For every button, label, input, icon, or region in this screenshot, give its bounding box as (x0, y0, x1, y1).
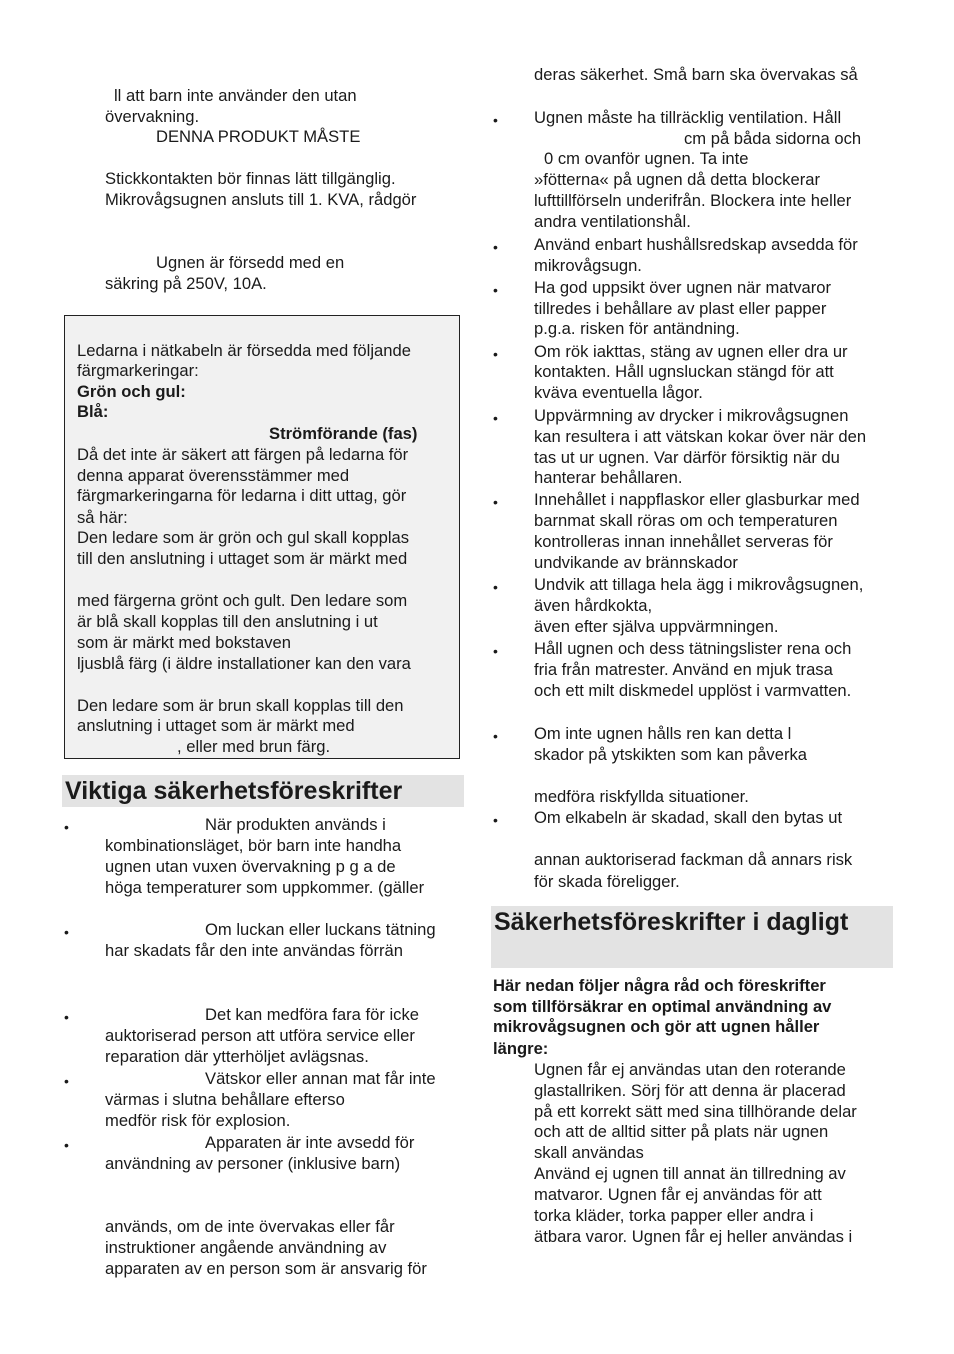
text-line: har skadats får den inte användas förrän (105, 941, 403, 960)
text-line: »fötterna« på ugnen då detta blockerar (534, 170, 820, 189)
bullet: • (493, 346, 498, 362)
box-line: , eller med brun färg. (177, 737, 331, 756)
box-line: till den anslutning i uttaget som är märkt med (77, 549, 408, 568)
text-line: Innehållet i nappflaskor eller glasburkar med (534, 490, 860, 509)
bullet: • (64, 819, 69, 835)
text-line: och ett milt diskmedel upplöst i varmvatten. (534, 681, 852, 700)
text-line: andra ventilationshål. (534, 212, 691, 231)
text-line: ugnen utan vuxen övervakning p g a de (105, 857, 396, 876)
section-heading-safety: Viktiga säkerhetsföreskrifter (65, 777, 403, 805)
bullet: • (493, 579, 498, 595)
text-line: Ugnen får ej användas utan den roterande (534, 1060, 846, 1079)
text-line: höga temperaturer som uppkommer. (gäller (105, 878, 425, 897)
text-line: När produkten används i (205, 815, 386, 834)
text-line: mikrovågsugn. (534, 256, 642, 275)
text-line: medföra riskfyllda situationer. (534, 787, 749, 806)
text-line: medför risk för explosion. (105, 1111, 291, 1130)
text-line: instruktioner angående användning av (105, 1238, 387, 1257)
text-line: även hårdkokta, (534, 596, 653, 615)
text-line: ll att barn inte använder den utan (114, 86, 357, 105)
box-line: Ledarna i nätkabeln är försedda med följande (77, 341, 411, 360)
text-line: Ugnen är försedd med en (156, 253, 345, 272)
box-line: färgmarkeringar: (77, 361, 199, 380)
text-line: torka kläder, torka papper eller andra i (534, 1206, 814, 1225)
box-label-live: Strömförande (fas) (269, 424, 418, 443)
text-line: användning av personer (inklusive barn) (105, 1154, 401, 1173)
box-line: Den ledare som är grön och gul skall kopplas (77, 528, 410, 547)
bullet: • (64, 1009, 69, 1025)
text-line: för skada föreligger. (534, 872, 680, 891)
box-line: ljusblå färg (i äldre installationer kan den vara (77, 654, 411, 673)
text-line: Uppvärmning av drycker i mikrovågsugnen (534, 406, 849, 425)
text-line: barnmat skall röras om och temperaturen (534, 511, 838, 530)
box-line: är blå skall kopplas till den anslutning i ut (77, 612, 378, 631)
intro-line: mikrovågsugnen och gör att ugnen håller (493, 1017, 820, 1036)
box-line: Då det inte är säkert att färgen på ledarna för (77, 445, 409, 464)
text-line: undvikande av brännskador (534, 553, 738, 572)
bullet: • (64, 924, 69, 940)
text-line: övervakning. (105, 107, 200, 126)
text-line: reparation där ytterhöljet avlägsnas. (105, 1047, 369, 1066)
bullet: • (493, 494, 498, 510)
box-line: som är märkt med bokstaven (77, 633, 291, 652)
bullet: • (493, 643, 498, 659)
text-line: lufttillförseln underifrån. Blockera inte heller (534, 191, 852, 210)
text-line: kontakten. Håll ugnsluckan stängd för att (534, 362, 834, 381)
text-line: deras säkerhet. Små barn ska övervakas så (534, 65, 858, 84)
bullet: • (64, 1073, 69, 1089)
bullet: • (493, 728, 498, 744)
text-line: ätbara varor. Ugnen får ej heller användas i (534, 1227, 853, 1246)
box-label-blue: Blå: (77, 402, 109, 421)
text-line: skall användas (534, 1143, 644, 1162)
box-label-green-yellow: Grön och gul: (77, 382, 186, 401)
bullet: • (493, 112, 498, 128)
box-line: färgmarkeringarna för ledarna i ditt uttag, gör (77, 486, 407, 505)
text-line: annan auktoriserad fackman då annars risk (534, 850, 853, 869)
text-line: 0 cm ovanför ugnen. Ta inte (544, 149, 749, 168)
text-line: även efter själva uppvärmningen. (534, 617, 779, 636)
text-line: värmas i slutna behållare efterso (105, 1090, 345, 1109)
intro-line: längre: (493, 1039, 549, 1058)
text-line: cm på båda sidorna och (684, 129, 862, 148)
text-line: Om rök iakttas, stäng av ugnen eller dra ur (534, 342, 848, 361)
text-line: apparaten av en person som är ansvarig för (105, 1259, 427, 1278)
intro-line: Här nedan följer några råd och föreskrifter (493, 976, 826, 995)
box-line: anslutning i uttaget som är märkt med (77, 716, 355, 735)
text-line: tas ut ur ugnen. Var därför försiktig när du (534, 448, 840, 467)
bullet: • (493, 282, 498, 298)
text-line: fria från matrester. Använd en mjuk trasa (534, 660, 833, 679)
text-line: Stickkontakten bör finnas lätt tillgänglig. (105, 169, 396, 188)
text-line: säkring på 250V, 10A. (105, 274, 267, 293)
text-line: Håll ugnen och dess tätningslister rena och (534, 639, 852, 658)
text-line: Om luckan eller luckans tätning (205, 920, 436, 939)
text-line: Apparaten är inte avsedd för (205, 1133, 415, 1152)
text-line: Om elkabeln är skadad, skall den bytas ut (534, 808, 843, 827)
bullet: • (493, 239, 498, 255)
text-line: Använd enbart hushållsredskap avsedda för (534, 235, 858, 254)
text-line: på ett korrekt sätt med sina tillhörande delar (534, 1102, 857, 1121)
text-line: DENNA PRODUKT MÅSTE (156, 127, 361, 146)
text-line: Det kan medföra fara för icke (205, 1005, 419, 1024)
box-line: så här: (77, 508, 128, 527)
text-line: Undvik att tillaga hela ägg i mikrovågsugnen, (534, 575, 864, 594)
text-line: kan resultera i att vätskan kokar över när den (534, 427, 867, 446)
text-line: skador på ytskikten som kan påverka (534, 745, 808, 764)
text-line: auktoriserad person att utföra service eller (105, 1026, 415, 1045)
text-line: kontrolleras innan innehållet serveras för (534, 532, 833, 551)
text-line: Mikrovågsugnen ansluts till 1. KVA, rådgör (105, 190, 417, 209)
text-line: kväva eventuella lågor. (534, 383, 703, 402)
intro-line: som tillförsäkrar en optimal användning av (493, 997, 832, 1016)
box-line: med färgerna grönt och gult. Den ledare som (77, 591, 408, 610)
text-line: används, om de inte övervakas eller får (105, 1217, 395, 1236)
text-line: Om inte ugnen hålls ren kan detta l (534, 724, 792, 743)
text-line: kombinationsläget, bör barn inte handha (105, 836, 402, 855)
box-line: Den ledare som är brun skall kopplas till den (77, 696, 404, 715)
text-line: p.g.a. risken för antändning. (534, 319, 740, 338)
text-line: tillredes i behållare av plast eller papper (534, 299, 827, 318)
section-heading-daily: Säkerhetsföreskrifter i dagligt (494, 908, 849, 936)
bullet: • (493, 812, 498, 828)
text-line: matvaror. Ugnen får ej användas för att (534, 1185, 822, 1204)
bullet: • (493, 410, 498, 426)
text-line: Använd ej ugnen till annat än tillredning av (534, 1164, 846, 1183)
text-line: hanterar behållaren. (534, 468, 683, 487)
text-line: Ha god uppsikt över ugnen när matvaror (534, 278, 832, 297)
text-line: och att de alltid sitter på plats när ugnen (534, 1122, 829, 1141)
text-line: glastallriken. Sörj för att denna är placerad (534, 1081, 846, 1100)
box-line: denna apparat överensstämmer med (77, 466, 350, 485)
bullet: • (64, 1137, 69, 1153)
text-line: Ugnen måste ha tillräcklig ventilation. Håll (534, 108, 842, 127)
text-line: Vätskor eller annan mat får inte (205, 1069, 436, 1088)
